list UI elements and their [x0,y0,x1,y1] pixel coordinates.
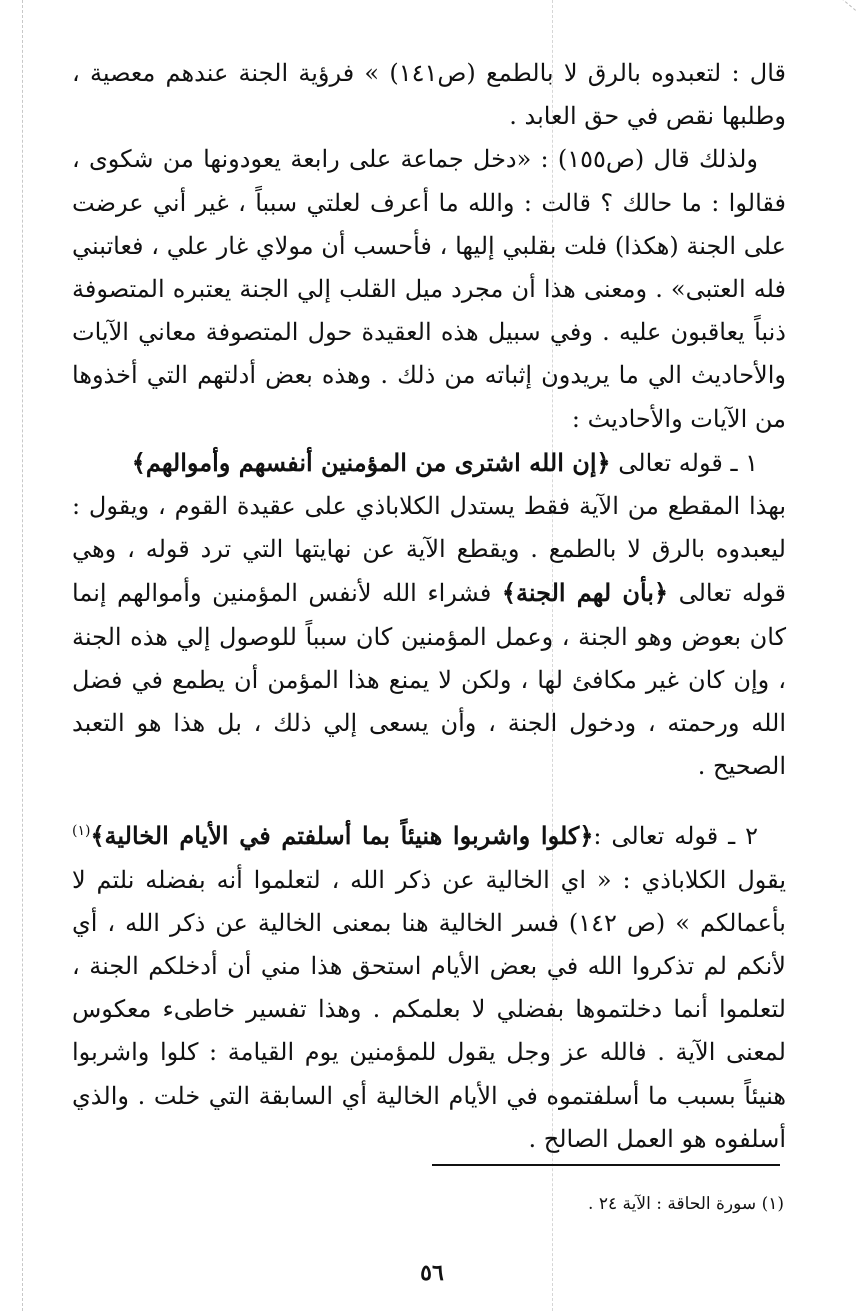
paragraph-text: يقول الكلاباذي : « اي الخالية عن ذكر الله ، لتعلموا أنه بفضله نلتم لا بأعمالكم » (ص ١٤٢) فسر الخالية هنا بمعنى الخالية عن ذكر الله ، أي لأنكم لم تذكروا الله في بعض الأيام استحق هذا مني أن أدخلكم الجنة ، لتعلموا أنما دخلتموها بفضلي لا بعلمكم . وهذا تفسير خاطىء معكوس لمعنى الآية . فالله عز وجل يقول للمؤمنين يوم القيامة : كلوا واشربوا هنيئاً بسبب ما أسلفتموه في الأيام الخالية أي السابقة التي خلت . والذي أسلفوه هو العمل الصالح . [72,865,786,1153]
verse-prefix: ٢ ـ قوله تعالى : [593,822,759,851]
verse-prefix: ١ ـ قوله تعالى [610,448,758,477]
paragraph-text: ولذلك قال (ص١٥٥) : «دخل جماعة على رابعة يعودونها من شكوى ، فقالوا : ما حالك ؟ قالت : والله ما أعرف لعلتي سبباً ، غير أني عرضت على الجنة (هكذا) فلت بقلبي إليها ، فأحسب أن مولاي غار علي ، فعاتبني فله العتبى» . ومعنى هذا أن مجرد ميل القلب إلي الجنة يعتبره المتصوفة ذنباً يعاقبون عليه . وفي سبيل هذه العقيدة حول المتصوفة معاني الآيات والأحاديث الي ما يريدون إثباته من ذلك . وهذه بعض أدلتهم التي أخذوها من الآيات والأحاديث : [72,145,786,433]
footnote-reference[interactable]: (١) [72,823,91,840]
page-number: ٥٦ [420,1260,444,1286]
footnote: (١) سورة الحاقة : الآية ٢٤ . [588,1194,784,1214]
verse-heading-2 [72,814,786,1161]
quran-verse: ﴿كلوا واشربوا هنيئاً بما أسلفتم في الأيام الخالية﴾ [90,821,594,851]
scan-fold-line [22,0,23,1311]
paragraph-text: بهذا المقطع من الآية فقط يستدل الكلاباذي على عقيدة القوم ، ويقول : ليعبدوه بالرق لا بالطمع . ويقطع الآية عن نهايتها التي ترد قوله ، وهي قوله تعالى [72,492,787,608]
paragraph-3 [72,485,786,788]
body-text [72,52,786,1161]
paragraph-text: فشراء الله لأنفس المؤمنين وأموالهم إنما كان بعوض وهو الجنة ، وعمل المؤمنين كان سبباً للوصول إلي هذه الجنة ، وإن كان غير مكافئ لها ، ولكن لا يمنع هذا المؤمن أن يطمع في فضل الله ورحمته ، ودخول الجنة ، وأن يسعى إلي ذلك ، بل هذا هو التعبد الصحيح . [72,579,786,781]
paragraph-2 [72,138,786,440]
scan-corner-mark [799,0,856,41]
quran-verse: ﴿إن الله اشترى من المؤمنين أنفسهم وأموالهم﴾ [131,447,611,477]
footnote-divider [432,1164,780,1166]
verse-heading-1 [72,441,786,485]
paragraph-text: قال : لتعبدوه بالرق لا بالطمع (ص١٤١) » فرؤية الجنة عندهم معصية ، وطلبها نقص في حق العابد . [72,59,786,131]
quran-verse: ﴿بأن لهم الجنة﴾ [501,578,669,608]
paragraph-1 [72,52,786,138]
